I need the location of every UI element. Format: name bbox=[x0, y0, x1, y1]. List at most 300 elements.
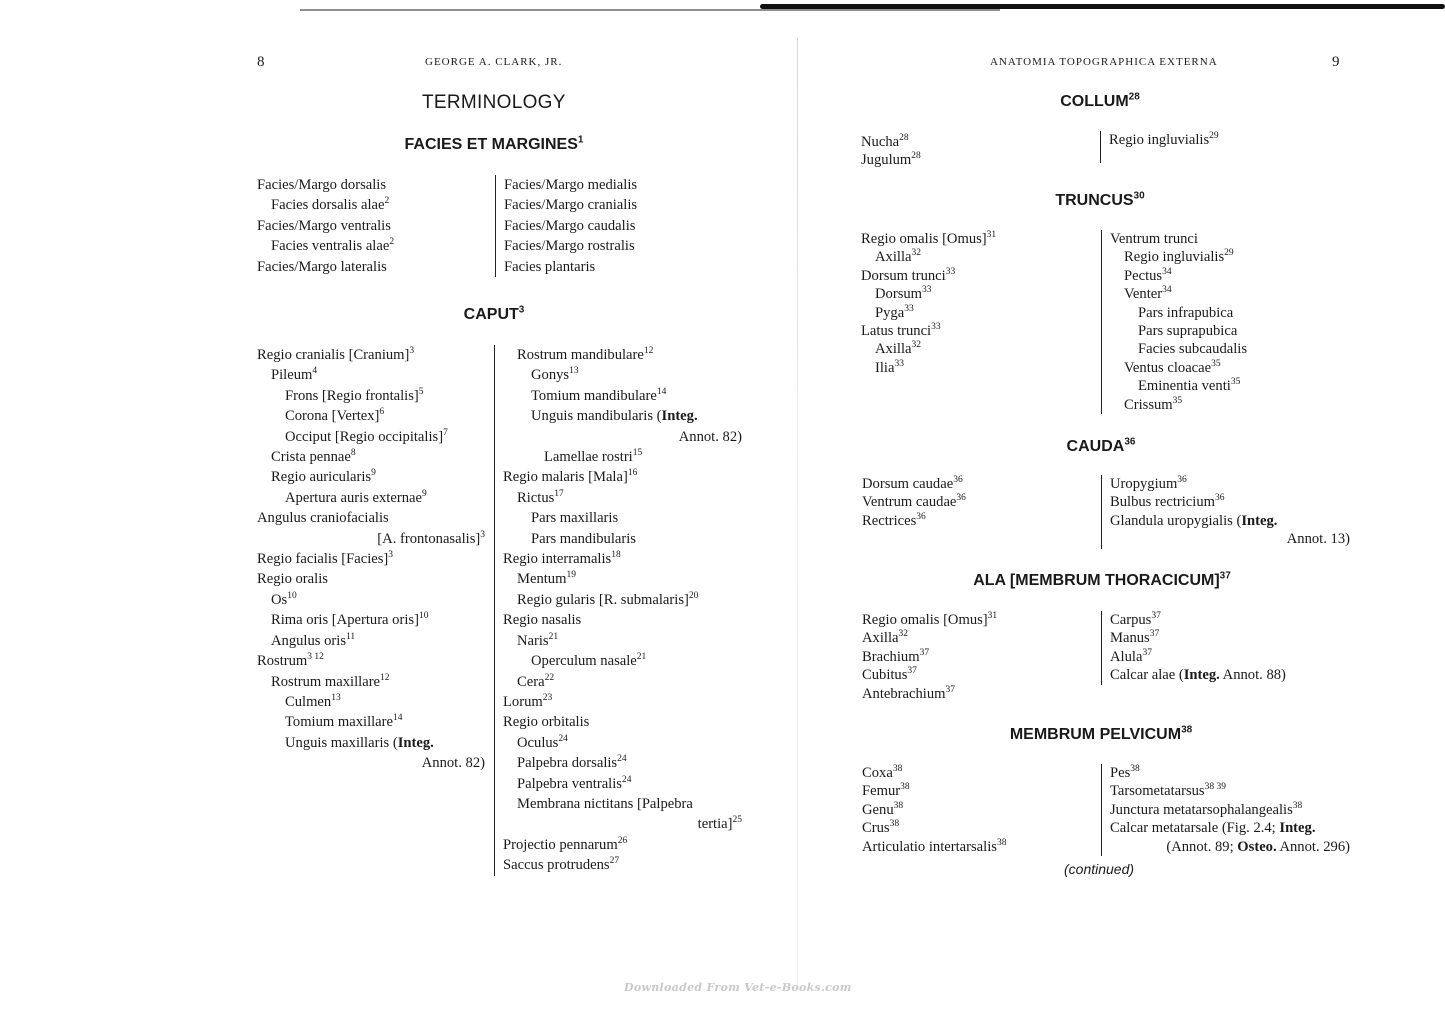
footnote-ref: 11 bbox=[346, 631, 356, 642]
term-column bbox=[862, 475, 966, 530]
term-text: Ilia bbox=[875, 359, 895, 376]
term-line bbox=[257, 406, 485, 426]
term-text: Facies/Margo ventralis bbox=[257, 217, 391, 234]
term-text: Facies/Margo cranialis bbox=[504, 197, 638, 214]
term-text: Regio gularis [R. submalaris] bbox=[517, 591, 689, 608]
term-text: Tomium mandibulare bbox=[531, 387, 657, 404]
term-line bbox=[862, 685, 997, 703]
footnote-ref: 29 bbox=[1209, 131, 1219, 142]
term-text: Ventrum caudae bbox=[862, 494, 957, 511]
term-line bbox=[257, 488, 485, 508]
footnote-ref: 37 bbox=[907, 666, 917, 677]
term-column bbox=[1101, 764, 1350, 856]
footnote-ref: 38 bbox=[893, 800, 904, 811]
footnote-ref: 24 bbox=[617, 754, 627, 765]
term-line bbox=[257, 427, 485, 447]
term-line bbox=[1110, 611, 1286, 629]
term-text: Pars mandibularis bbox=[531, 530, 636, 547]
footnote-ref: 32 bbox=[898, 629, 908, 640]
term-text: Palpebra dorsalis bbox=[517, 755, 618, 772]
term-text: Junctura metatarsophalangealis bbox=[1110, 801, 1293, 818]
footnote-ref: 10 bbox=[418, 611, 429, 622]
term-text: Projectio pennarum bbox=[503, 836, 618, 853]
term-text: Brachium bbox=[862, 648, 920, 665]
footnote-ref: 38 bbox=[1130, 764, 1140, 775]
term-bold: Integ. bbox=[397, 734, 434, 751]
term-line bbox=[862, 764, 1006, 782]
term-text: Frons [Regio frontalis] bbox=[285, 387, 419, 404]
footnote-ref: 34 bbox=[1162, 285, 1172, 296]
term-line bbox=[861, 230, 996, 248]
term-text: Glandula uropygialis ( bbox=[1110, 512, 1242, 529]
footnote-ref: 28 bbox=[899, 133, 909, 144]
term-text: Jugulum bbox=[861, 152, 912, 169]
term-line bbox=[862, 611, 997, 629]
term-text: Crista pennae bbox=[271, 449, 351, 466]
term-line bbox=[257, 257, 394, 277]
term-line bbox=[257, 672, 485, 692]
term-line bbox=[861, 359, 996, 377]
term-text: Rectrices bbox=[862, 512, 917, 529]
term-line bbox=[257, 529, 485, 549]
term-text: Dorsum trunci bbox=[861, 267, 946, 284]
term-line bbox=[503, 651, 742, 671]
footnote-ref: 36 bbox=[916, 511, 926, 522]
term-line bbox=[1110, 530, 1350, 548]
term-line bbox=[862, 629, 997, 647]
term-line bbox=[1110, 285, 1247, 303]
continued-note: (continued) bbox=[1064, 861, 1135, 877]
term-line bbox=[861, 248, 996, 266]
term-text: Oculus bbox=[517, 734, 559, 751]
term-line bbox=[1110, 267, 1247, 285]
footnote-ref: 10 bbox=[287, 591, 297, 602]
footnote-ref: 13 bbox=[569, 366, 579, 377]
footnote-ref: 2 bbox=[384, 196, 390, 207]
term-line bbox=[861, 285, 996, 303]
footnote-ref: 33 bbox=[931, 322, 941, 333]
term-text: Nucha bbox=[861, 134, 900, 150]
footnote-ref: 38 bbox=[892, 764, 903, 775]
footnote-ref: 24 bbox=[558, 733, 568, 744]
footnote-ref: 33 bbox=[945, 266, 956, 277]
section-heading-ala: ALA [MEMBRUM THORACICUM]$^{37}$ bbox=[973, 570, 1231, 589]
term-text: Axilla bbox=[875, 249, 912, 266]
term-text: Venter bbox=[1124, 286, 1163, 303]
term-text: Regio omalis [Omus] bbox=[862, 612, 988, 628]
page-number: 8 bbox=[257, 54, 265, 70]
footnote-ref: 3 bbox=[409, 346, 415, 357]
footnote-ref: 16 bbox=[627, 468, 638, 479]
footnote-ref: 38 39 bbox=[1204, 782, 1226, 793]
term-line bbox=[257, 753, 485, 773]
section-heading-cauda: CAUDA$^{36}$ bbox=[1066, 436, 1136, 455]
term-line bbox=[503, 386, 742, 406]
term-line bbox=[257, 569, 485, 589]
footnote-ref: 33 bbox=[894, 358, 904, 369]
footnote-ref: 14 bbox=[656, 386, 667, 397]
term-column bbox=[862, 764, 1006, 856]
term-line bbox=[1109, 131, 1219, 149]
term-text: Manus bbox=[1110, 630, 1150, 647]
term-line bbox=[257, 467, 485, 487]
term-text: Regio orbitalis bbox=[503, 714, 590, 731]
footnote-ref: 25 bbox=[732, 815, 742, 826]
term-text: Palpebra ventralis bbox=[517, 775, 622, 792]
term-text: Pes bbox=[1110, 765, 1131, 781]
term-text: Culmen bbox=[285, 693, 332, 710]
term-line bbox=[503, 467, 742, 487]
term-column bbox=[495, 175, 637, 277]
term-line bbox=[862, 512, 966, 530]
term-line bbox=[503, 794, 742, 814]
term-line bbox=[504, 175, 637, 195]
term-text: Facies subcaudalis bbox=[1138, 341, 1248, 358]
term-text: Rostrum maxillare bbox=[271, 673, 381, 690]
term-column bbox=[862, 611, 997, 703]
footnote-ref: 13 bbox=[331, 693, 341, 704]
term-line bbox=[504, 216, 637, 236]
footnote-ref: 3 bbox=[388, 550, 394, 561]
footnote-ref: 2 bbox=[389, 237, 395, 248]
term-text: Latus trunci bbox=[861, 323, 932, 340]
term-line bbox=[862, 475, 966, 493]
footnote-ref: 28 bbox=[911, 151, 921, 162]
term-line bbox=[1110, 819, 1350, 837]
term-line bbox=[503, 774, 742, 794]
term-line bbox=[862, 801, 1006, 819]
term-line bbox=[1110, 304, 1247, 322]
term-text: Annot. 82) bbox=[678, 428, 742, 445]
footnote-ref: 35 bbox=[1172, 395, 1183, 406]
footnote-ref: 9 bbox=[421, 488, 427, 499]
footnote-ref: 32 bbox=[911, 248, 921, 259]
term-bold: Integ. bbox=[1183, 667, 1220, 684]
footnote-ref: 37 bbox=[1149, 629, 1160, 640]
term-text: Calcar metatarsale (Fig. 2.4; bbox=[1110, 820, 1280, 837]
footnote-ref: 36 bbox=[953, 475, 963, 486]
footnote-ref: 37 bbox=[919, 647, 930, 658]
term-line bbox=[503, 447, 742, 467]
term-text: Unguis maxillaris ( bbox=[285, 734, 398, 751]
footnote-ref: 36 bbox=[1177, 475, 1187, 486]
term-text: Regio nasalis bbox=[503, 612, 582, 629]
term-text: Operculum nasale bbox=[531, 653, 637, 670]
term-column bbox=[257, 345, 485, 774]
term-text: Eminentia venti bbox=[1138, 378, 1231, 395]
footnote-ref: 35 bbox=[1211, 358, 1221, 369]
term-line bbox=[862, 819, 1006, 837]
term-text: Articulatio intertarsalis bbox=[862, 838, 997, 855]
term-text: Regio ingluvialis bbox=[1109, 132, 1210, 148]
term-line bbox=[1110, 475, 1350, 493]
footnote-ref: 38 bbox=[900, 782, 910, 793]
section-heading-membrum-pelvicum: MEMBRUM PELVICUM$^{38}$ bbox=[1009, 724, 1193, 743]
term-line bbox=[257, 216, 394, 236]
term-line bbox=[503, 508, 742, 528]
footnote-ref: 33 bbox=[922, 285, 932, 296]
footnote-ref: 35 bbox=[1230, 377, 1241, 388]
term-line bbox=[257, 712, 485, 732]
term-text: Regio omalis [Omus] bbox=[861, 231, 987, 247]
term-line bbox=[503, 549, 742, 569]
section-heading-truncus: TRUNCUS$^{30}$ bbox=[1055, 190, 1145, 209]
term-text: tertia] bbox=[697, 816, 733, 833]
term-line bbox=[503, 345, 742, 365]
term-text: Naris bbox=[517, 632, 549, 649]
term-text-after: Annot. 88) bbox=[1219, 667, 1286, 684]
term-text: Facies/Margo caudalis bbox=[504, 217, 636, 234]
term-column bbox=[1100, 131, 1219, 163]
term-line bbox=[862, 782, 1006, 800]
term-line bbox=[862, 493, 966, 511]
term-line bbox=[257, 590, 485, 610]
term-column bbox=[257, 175, 394, 277]
footnote-ref: 37 bbox=[945, 684, 955, 695]
footnote-ref: 36 bbox=[956, 493, 966, 504]
term-text: Mentum bbox=[517, 571, 567, 588]
term-line bbox=[503, 610, 742, 630]
footnote-ref: 32 bbox=[911, 340, 921, 351]
term-line bbox=[503, 427, 742, 447]
term-text: Regio facialis [Facies] bbox=[257, 551, 389, 568]
term-text: Os bbox=[271, 591, 288, 608]
term-text: [A. frontonasalis] bbox=[377, 530, 481, 547]
term-text-after: Annot. 296) bbox=[1276, 838, 1350, 855]
term-text: Cera bbox=[517, 673, 545, 690]
term-line bbox=[861, 304, 996, 322]
term-text: Axilla bbox=[875, 341, 912, 358]
term-line bbox=[257, 508, 485, 528]
footnote-ref: 36 bbox=[1214, 493, 1225, 504]
footnote-ref: 17 bbox=[554, 488, 564, 499]
term-line bbox=[257, 345, 485, 365]
term-text: Facies/Margo rostralis bbox=[504, 238, 635, 255]
term-line bbox=[257, 365, 485, 385]
term-text: Corona [Vertex] bbox=[285, 408, 380, 425]
term-line bbox=[1110, 666, 1286, 684]
term-line bbox=[257, 236, 394, 256]
footnote-ref: 14 bbox=[393, 713, 403, 724]
term-line bbox=[1110, 764, 1350, 782]
term-line bbox=[1110, 322, 1247, 340]
term-line bbox=[503, 488, 742, 508]
term-text: Ventrum trunci bbox=[1110, 231, 1198, 247]
footnote-ref: 4 bbox=[312, 366, 318, 377]
footnote-ref: 19 bbox=[566, 570, 576, 581]
term-line bbox=[861, 151, 921, 169]
term-text: Axilla bbox=[862, 630, 899, 647]
term-line bbox=[257, 733, 485, 753]
term-text: Tarsometatarsus bbox=[1110, 783, 1205, 800]
term-text: Lamellae rostri bbox=[544, 449, 633, 466]
footnote-ref: 37 bbox=[1151, 611, 1161, 622]
section-heading-facies: FACIES ET MARGINES$^1$ bbox=[404, 134, 584, 153]
term-line bbox=[503, 753, 742, 773]
footnote-ref: 23 bbox=[542, 693, 553, 704]
term-line bbox=[503, 406, 742, 426]
term-text: Facies plantaris bbox=[504, 258, 596, 275]
term-text: Annot. 13) bbox=[1286, 531, 1350, 548]
footnote-ref: 5 bbox=[418, 386, 424, 397]
term-column bbox=[861, 230, 996, 377]
term-bold: Integ. bbox=[1241, 512, 1278, 529]
section-heading-collum: COLLUM$^{28}$ bbox=[1060, 91, 1140, 110]
term-line bbox=[257, 447, 485, 467]
term-text: Gonys bbox=[531, 367, 570, 384]
footnote-ref: 3 bbox=[480, 529, 485, 540]
term-text: Regio oralis bbox=[257, 571, 328, 588]
footnote-ref: 29 bbox=[1224, 248, 1234, 259]
footnote-ref: 34 bbox=[1162, 266, 1172, 277]
footnote-ref: 38 bbox=[996, 837, 1007, 848]
term-text: Femur bbox=[862, 783, 901, 800]
footnote-ref: 8 bbox=[350, 448, 356, 459]
footnote-ref: 6 bbox=[379, 407, 385, 418]
term-column bbox=[861, 133, 921, 170]
term-line bbox=[257, 651, 485, 671]
term-text: Pectus bbox=[1124, 267, 1163, 284]
term-text: Regio auricularis bbox=[271, 469, 372, 486]
term-line bbox=[1110, 248, 1247, 266]
term-text: Regio malaris [Mala] bbox=[503, 469, 628, 486]
term-line bbox=[257, 386, 485, 406]
term-column bbox=[1101, 475, 1350, 549]
term-line bbox=[503, 672, 742, 692]
footnote-ref: 31 bbox=[987, 611, 998, 622]
term-line bbox=[862, 648, 997, 666]
term-line bbox=[503, 733, 742, 753]
running-head: ANATOMIA TOPOGRAPHICA EXTERNA bbox=[990, 56, 1218, 68]
section-heading-caput: CAPUT$^3$ bbox=[463, 304, 525, 323]
term-line bbox=[862, 666, 997, 684]
term-text: Facies/Margo lateralis bbox=[257, 258, 387, 275]
term-line bbox=[1110, 512, 1350, 530]
term-text: Uropygium bbox=[1110, 476, 1178, 492]
term-line bbox=[504, 257, 637, 277]
footnote-ref: 26 bbox=[617, 835, 628, 846]
footnote-ref: 27 bbox=[609, 856, 620, 867]
term-text: Regio cranialis [Cranium] bbox=[257, 347, 410, 363]
term-line bbox=[1110, 782, 1350, 800]
term-text: Rictus bbox=[517, 489, 555, 506]
term-text: Genu bbox=[862, 801, 894, 818]
term-line bbox=[257, 692, 485, 712]
term-line bbox=[1110, 629, 1286, 647]
term-text: Pileum bbox=[271, 367, 313, 384]
term-line bbox=[861, 322, 996, 340]
footnote-ref: 37 bbox=[1142, 647, 1152, 658]
term-line bbox=[257, 631, 485, 651]
term-text: Pyga bbox=[875, 304, 905, 321]
term-text: Carpus bbox=[1110, 612, 1152, 628]
term-line bbox=[503, 712, 742, 732]
term-column bbox=[1101, 230, 1247, 414]
term-line bbox=[1110, 838, 1350, 856]
term-line bbox=[503, 590, 742, 610]
page-number: 9 bbox=[1332, 54, 1340, 70]
page-title: TERMINOLOGY bbox=[422, 92, 566, 113]
term-text: Coxa bbox=[862, 765, 893, 781]
term-text: Bulbus rectricium bbox=[1110, 494, 1215, 511]
term-text: Rostrum mandibulare bbox=[517, 347, 644, 363]
term-text: Annot. 82) bbox=[421, 755, 485, 772]
term-line bbox=[1110, 648, 1286, 666]
term-line bbox=[504, 195, 637, 215]
term-line bbox=[503, 855, 742, 875]
term-text: Alula bbox=[1110, 648, 1143, 665]
footnote-ref: 3 12 bbox=[307, 652, 324, 663]
term-bold: Integ. bbox=[1279, 820, 1316, 837]
term-line bbox=[503, 365, 742, 385]
term-column bbox=[1101, 611, 1286, 685]
term-line bbox=[1110, 493, 1350, 511]
term-text: Pars suprapubica bbox=[1138, 323, 1238, 340]
term-line bbox=[503, 569, 742, 589]
term-line bbox=[862, 838, 1006, 856]
term-line bbox=[503, 631, 742, 651]
watermark: Downloaded From Vet-e-Books.com bbox=[624, 981, 852, 994]
term-text: Facies/Margo dorsalis bbox=[257, 177, 387, 193]
term-line bbox=[503, 835, 742, 855]
term-text: Angulus oris bbox=[271, 632, 346, 649]
term-text: Rostrum bbox=[257, 653, 308, 670]
term-line bbox=[861, 133, 921, 151]
footnote-ref: 12 bbox=[380, 672, 390, 683]
term-text: Cubitus bbox=[862, 667, 908, 684]
footnote-ref: 38 bbox=[1292, 800, 1303, 811]
footnote-ref: 33 bbox=[904, 303, 914, 314]
term-text: Facies ventralis alae bbox=[271, 238, 390, 255]
term-line bbox=[257, 195, 394, 215]
running-head: GEORGE A. CLARK, JR. bbox=[425, 56, 563, 68]
footnote-ref: 18 bbox=[611, 550, 621, 561]
footnote-ref: 31 bbox=[986, 230, 997, 241]
term-text: Unguis mandibularis ( bbox=[531, 408, 662, 425]
footnote-ref: 38 bbox=[889, 819, 900, 830]
footnote-ref: 12 bbox=[643, 346, 654, 357]
term-text: Saccus protrudens bbox=[503, 857, 610, 874]
term-text: Regio interramalis bbox=[503, 551, 612, 568]
term-line bbox=[861, 267, 996, 285]
footnote-ref: 9 bbox=[371, 468, 376, 479]
term-bold: Osteo. bbox=[1237, 838, 1277, 855]
term-text: Angulus craniofacialis bbox=[257, 510, 389, 527]
term-column bbox=[494, 345, 742, 876]
term-text: Pars infrapubica bbox=[1138, 304, 1234, 321]
term-text: Antebrachium bbox=[862, 685, 946, 702]
footnote-ref: 24 bbox=[621, 774, 632, 785]
term-line bbox=[1110, 359, 1247, 377]
term-text: Calcar alae ( bbox=[1110, 667, 1184, 684]
term-text: Occiput [Regio occipitalis] bbox=[285, 428, 444, 445]
term-line bbox=[257, 610, 485, 630]
term-line bbox=[257, 549, 485, 569]
term-line bbox=[503, 692, 742, 712]
term-line bbox=[1110, 340, 1247, 358]
term-text: Dorsum caudae bbox=[862, 476, 954, 492]
term-text: Apertura auris externae bbox=[285, 489, 422, 506]
term-line bbox=[504, 236, 637, 256]
footnote-ref: 7 bbox=[443, 427, 448, 438]
term-text: Facies dorsalis alae bbox=[271, 197, 385, 214]
term-text: Rima oris [Apertura oris] bbox=[271, 612, 419, 629]
term-text: Pars maxillaris bbox=[531, 510, 619, 527]
footnote-ref: 22 bbox=[544, 672, 555, 683]
term-text: Ventus cloacae bbox=[1124, 359, 1212, 376]
term-text: Crus bbox=[862, 820, 890, 837]
footnote-ref: 21 bbox=[548, 631, 559, 642]
